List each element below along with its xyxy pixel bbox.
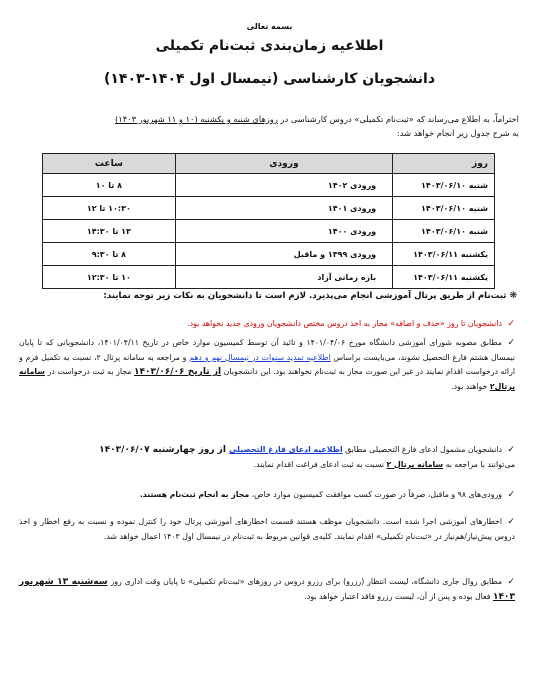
row-day: یکشنبه ۱۴۰۳/۰۶/۱۱: [393, 243, 495, 266]
bismillah-text: بسمه تعالی: [246, 22, 293, 31]
note-text: خواهند بود.: [451, 381, 490, 391]
page-title: اطلاعیه زمان‌بندی ثبت‌نام تکمیلی: [155, 38, 384, 54]
row-time: ۱۰ تا ۱۲:۳۰: [43, 266, 176, 289]
table-row: [43, 243, 495, 266]
header-time: ساعت: [43, 154, 176, 174]
note-item-2: [19, 336, 515, 394]
note-item-5: [19, 515, 515, 544]
notes-heading: [12, 291, 517, 301]
check-icon: ✓: [507, 490, 515, 500]
note-text: اخطارهای آموزشی اجرا شده است. دانشجویان موظف هستند قسمت اخطارهای آموزشی پرتال خود را کنترل نموده و نسبت به رفع اخطار و اخذ دروس پیش‌نیاز/هم‌نیاز در «ثبت‌نام تکمیلی» اقدام نمایند. کلیه‌ی قوانین مربوط به ثبت‌نام در نیمسال اول ۱۴۰۳ اعمال خواهد شد.: [19, 517, 515, 541]
row-time: ۱۳ تا ۱۴:۳۰: [43, 220, 176, 243]
intro-paragraph: [19, 112, 519, 140]
note-text: می‌توانند با مراجعه به: [443, 459, 515, 469]
note-text: مجاز به ثبت درخواست در: [45, 367, 135, 377]
intro-text-2: به شرح جدول زیر انجام خواهد شد:: [396, 128, 519, 138]
row-entry: ورودی ۱۴۰۰: [175, 220, 392, 243]
table-row: [43, 266, 495, 289]
note-item-6: [19, 575, 515, 604]
row-time: ۸ تا ۹:۳۰: [43, 243, 176, 266]
intro-dates: روزهای شنبه و یکشنبه (۱۰ و ۱۱ شهریور ۱۴۰۳): [115, 114, 278, 124]
row-day: شنبه ۱۴۰۳/۰۶/۱۰: [393, 174, 495, 197]
note-date: از روز چهارشنبه ۱۴۰۳/۰۶/۰۷: [99, 445, 230, 455]
table-row: [43, 197, 495, 220]
extension-notice-link[interactable]: اطلاعیه تمدید سنوات در نیمسال نهم و دهم: [189, 352, 331, 362]
portal2-link[interactable]: سامانه پرتال۲: [19, 367, 515, 391]
intro-text: احتراماً، به اطلاع می‌رساند که «ثبت‌نام تکمیلی» دروس کارشناسی در: [277, 114, 519, 124]
note-text: و مراجعه به سامانه پرتال ۲، نسبت به تکمیل فرم و ارائه درخواست اقدام نمایند در غیر این صورت مجاز به ثبت‌نام نخواهند بود. این دانشجویان: [19, 352, 515, 377]
header-entry: ورودی: [175, 154, 392, 174]
page-subtitle: دانشجویان کارشناسی (نیمسال اول ۱۴۰۴-۱۴۰۳): [103, 71, 436, 87]
note-date: سه‌شنبه ۱۳ شهریور ۱۴۰۳: [19, 577, 515, 602]
row-day: شنبه ۱۴۰۳/۰۶/۱۰: [393, 220, 495, 243]
star-icon: ❋: [509, 291, 517, 301]
note-text: نسبت به ثبت ادعای فراغت اقدام نمایند.: [253, 459, 387, 469]
note-text: مطابق روال جاری دانشگاه، لیست انتظار (رزرو) برای رزرو دروس در روزهای «ثبت‌نام تکمیلی» تا پایان وقت اداری روز: [107, 577, 503, 586]
note-date: از تاریخ ۱۴۰۳/۰۶/۰۶: [134, 367, 222, 378]
row-entry: ورودی ۱۳۹۹ و ماقبل: [175, 243, 392, 266]
note-text: فعال بوده و پس از آن، لیست رزرو فاقد اعتبار خواهد بود.: [304, 591, 494, 601]
check-icon: ✓: [507, 577, 516, 587]
row-time: ۱۰:۳۰ تا ۱۲: [43, 197, 176, 220]
row-entry: بازه زمانی آزاد: [175, 266, 392, 289]
schedule-table: [42, 153, 495, 289]
row-entry: ورودی ۱۴۰۱: [175, 197, 392, 220]
note-text: مطابق مصوبه شورای آموزشی دانشگاه مورخ ۱۴۰۱/۰۴/۰۶ و تائید آن توسط کمیسیون موارد خاص در تاریخ ۱۴۰۱/۰۴/۱۱، دانشجویانی که تا پایان نیمسال هشتم فارغ التحصیل نشوند، می‌بایست براساس: [19, 338, 516, 362]
table-row: [43, 220, 495, 243]
row-time: ۸ تا ۱۰: [43, 174, 176, 197]
check-icon: ✓: [507, 319, 515, 329]
graduation-notice-link[interactable]: اطلاعیه ادعای فارغ التحصیلی: [229, 445, 343, 454]
check-icon: ✓: [507, 445, 515, 455]
row-day: شنبه ۱۴۰۳/۰۶/۱۰: [393, 197, 495, 220]
note-item-4: [19, 488, 515, 503]
note-text: دانشجویان تا روز «حذف و اضافه» مجاز به اخذ دروس مختص دانشجویان ورودی جدید نخواهد بود.: [187, 319, 502, 328]
note-text: ورودی‌های ۹۸ و ماقبل، صرفاً در صورت کسب موافقت کمیسیون موارد خاص،: [249, 490, 502, 499]
check-icon: ✓: [507, 517, 515, 527]
row-entry: ورودی ۱۴۰۲: [175, 174, 392, 197]
row-day: یکشنبه ۱۴۰۳/۰۶/۱۱: [393, 266, 495, 289]
check-icon: ✓: [507, 338, 515, 348]
note-item-3: [19, 443, 515, 472]
table-header-row: [43, 154, 495, 174]
note-emphasis: مجاز به انجام ثبت‌نام هستند.: [139, 490, 250, 499]
note-text: دانشجویان مشمول ادعای فارغ التحصیلی مطابق: [342, 445, 502, 454]
note-item-1: [19, 317, 515, 332]
table-row: [43, 174, 495, 197]
notes-heading-text: ثبت‌نام از طریق پرتال آموزشی انجام می‌پذیرد. لازم است تا دانشجویان به نکات زیر توجه نمایند:: [103, 291, 507, 301]
header-day: روز: [393, 154, 495, 174]
portal2-link[interactable]: سامانه پرتال ۲: [386, 459, 444, 469]
